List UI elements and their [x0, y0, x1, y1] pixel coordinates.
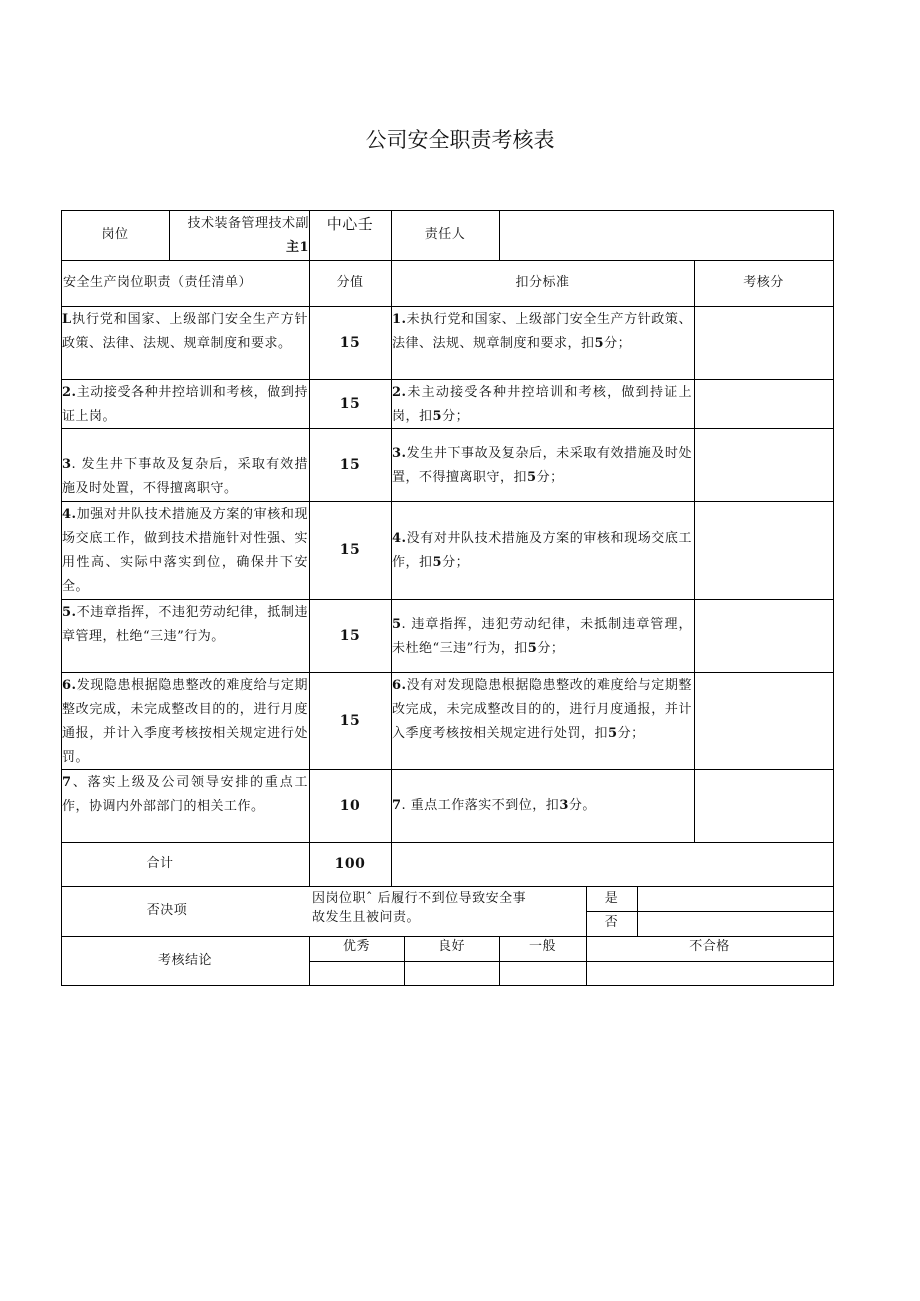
duty-cell: L执行党和国家、上级部门安全生产方针政策、法律、法规、规章制度和要求。	[62, 312, 308, 351]
col-divider	[499, 210, 500, 260]
col-header-score: 分值	[336, 275, 364, 290]
criteria-cell: 5. 违章指挥，违犯劳动纪律，未抵制违章管理，未杜绝“三违”行为，扣5分；	[392, 617, 692, 656]
table-border-right	[833, 210, 834, 986]
score-cell: 15	[339, 457, 361, 473]
duty-cell: 5.不违章指挥，不违犯劳动纪律，抵制违章管理，杜绝“三违”行为。	[62, 605, 308, 644]
duty-cell: 7、落实上级及公司领导安排的重点工作，协调内外部部门的相关工作。	[62, 775, 308, 814]
criteria-cell: 7. 重点工作落实不到位，扣3分。	[392, 798, 596, 813]
col-header-criteria: 扣分标准	[515, 275, 570, 290]
score-cell: 15	[339, 335, 361, 351]
row-divider	[61, 672, 834, 673]
table-border-bottom	[61, 985, 834, 986]
grade-split-line	[309, 961, 834, 962]
grade-fail: 不合格	[689, 939, 730, 954]
responsible-label: 责任人	[424, 227, 466, 242]
duty-cell: 6.发现隐患根据隐患整改的难度给与定期整改完成，未完成整改目的的，进行月度通报，并计入季度考核按相关规定进行处罚。	[62, 678, 308, 765]
total-score: 100	[334, 856, 366, 872]
score-cell: 10	[339, 798, 361, 814]
score-cell: 15	[339, 396, 361, 412]
grade-average: 一般	[528, 939, 556, 954]
grade-excellent: 优秀	[342, 939, 370, 954]
assessment-table	[61, 210, 834, 986]
score-cell: 15	[339, 542, 361, 558]
col-header-duty: 安全生产岗位职责（责任清单）	[63, 275, 253, 290]
veto-label: 否决项	[146, 903, 188, 918]
col-divider	[694, 260, 695, 842]
duty-cell: 3. 发生井下事故及复杂后，采取有效措施及时处置，不得擅离职守。	[62, 457, 308, 496]
score-cell: 15	[339, 713, 361, 729]
row-divider	[61, 842, 834, 843]
criteria-cell: 6.没有对发现隐患根据隐患整改的难度给与定期整改完成，未完成整改目的的，进行月度通报，并计入季度考核按相关规定进行处罚，扣5分；	[392, 678, 692, 741]
row-divider	[61, 501, 834, 502]
row-divider	[61, 306, 834, 307]
criteria-cell: 2.未主动接受各种井控培训和考核，做到持证上岗，扣5分；	[392, 385, 692, 424]
duty-cell: 4.加强对井队技术措施及方案的审核和现场交底工作，做到技术措施针对性强、实用性高、实际中落实到位，确保井下安全。	[62, 507, 308, 594]
col-header-result: 考核分	[743, 275, 784, 290]
center-text: 中心壬	[326, 215, 374, 233]
row-divider	[61, 599, 834, 600]
criteria-cell: 3.发生井下事故及复杂后，未采取有效措施及时处置，不得擅离职守，扣5分；	[392, 446, 692, 485]
total-label: 合计	[146, 856, 174, 871]
post-label: 岗位	[101, 227, 129, 242]
table-border-top	[61, 210, 834, 211]
col-divider	[637, 886, 638, 936]
post-value: 技术装备管理技术副 主1	[187, 216, 309, 255]
grade-good: 良好	[437, 939, 465, 954]
row-divider	[61, 379, 834, 380]
veto-no-label: 否	[604, 915, 619, 930]
conclusion-label: 考核结论	[157, 953, 212, 968]
score-cell: 15	[339, 628, 361, 644]
veto-yes-label: 是	[604, 891, 619, 906]
page-title: 公司安全职责考核表	[365, 128, 555, 152]
col-divider	[169, 210, 170, 260]
duty-cell: 2.主动接受各种井控培训和考核，做到持证上岗。	[62, 385, 308, 424]
row-divider	[61, 260, 834, 261]
criteria-cell: 4.没有对井队技术措施及方案的审核和现场交底工作，扣5分；	[392, 531, 692, 570]
criteria-cell: 1.未执行党和国家、上级部门安全生产方针政策、法律、法规、规章制度和要求，扣5分；	[392, 312, 692, 351]
veto-text: 因岗位职ˆ 后履行不到位导致安全事 故发生且被问责。	[312, 891, 527, 925]
